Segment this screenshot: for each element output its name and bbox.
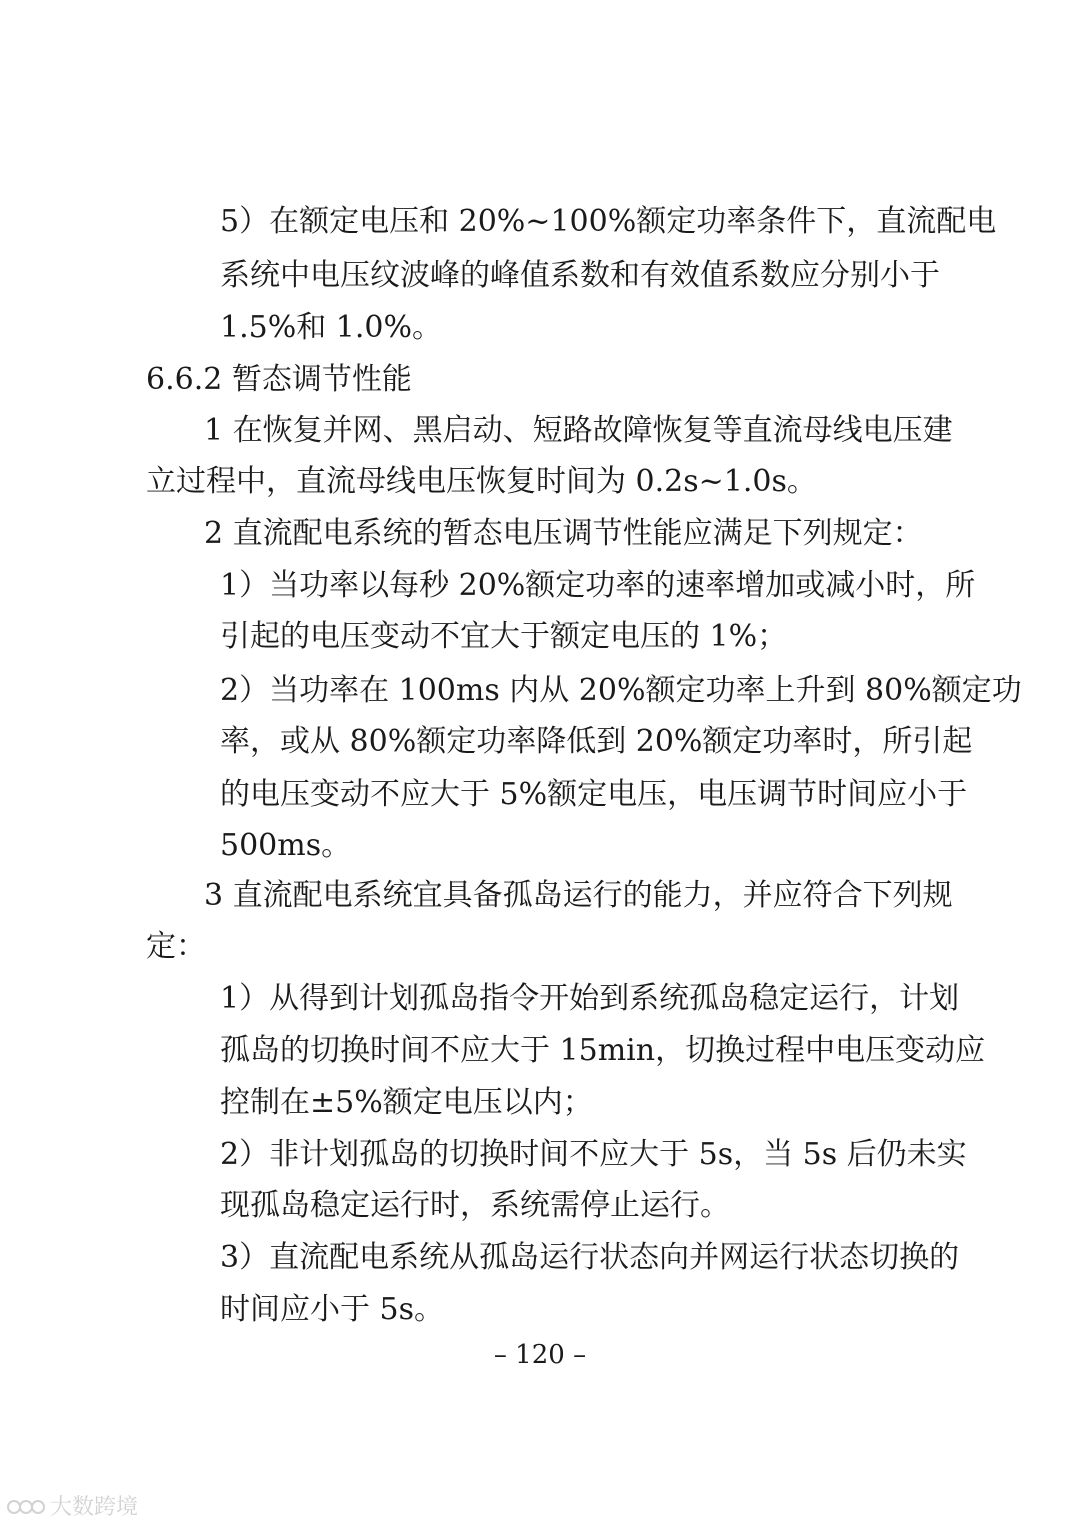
text-line: 5）在额定电压和 20%~100%额定功率条件下，直流配电 [220,204,997,239]
section-heading: 6.6.2 暂态调节性能 [146,362,412,397]
text-line: 孤岛的切换时间不应大于 15min，切换过程中电压变动应 [220,1033,986,1068]
text-line: 立过程中，直流母线电压恢复时间为 0.2s~1.0s。 [146,464,817,499]
text-line: 现孤岛稳定运行时，系统需停止运行。 [220,1188,730,1223]
text-line: 3 直流配电系统宜具备孤岛运行的能力，并应符合下列规 [204,878,953,913]
text-line: 1）当功率以每秒 20%额定功率的速率增加或减小时，所 [220,568,976,603]
text-line: 引起的电压变动不宜大于额定电压的 1%； [220,619,788,654]
text-line: 时间应小于 5s。 [220,1292,445,1327]
text-line: 500ms。 [220,828,352,863]
text-line: 2 直流配电系统的暂态电压调节性能应满足下列规定： [204,516,923,551]
text-line: 系统中电压纹波峰的峰值系数和有效值系数应分别小于 [220,258,940,293]
text-line: 率，或从 80%额定功率降低到 20%额定功率时，所引起 [220,724,973,759]
page-number: – 120 – [493,1340,587,1370]
text-line: 3）直流配电系统从孤岛运行状态向并网运行状态切换的 [220,1240,960,1275]
text-line: 定： [146,929,206,964]
text-line: 2）当功率在 100ms 内从 20%额定功率上升到 80%额定功 [220,673,1022,708]
text-line: 的电压变动不应大于 5%额定电压，电压调节时间应小于 [220,777,968,812]
text-line: 1 在恢复并网、黑启动、短路故障恢复等直流母线电压建 [204,413,953,448]
watermark-logo-icon [6,1493,46,1517]
watermark [6,1490,138,1520]
text-line: 1）从得到计划孤岛指令开始到系统孤岛稳定运行，计划 [220,981,960,1016]
text-line: 1.5%和 1.0%。 [220,310,442,345]
text-line: 2）非计划孤岛的切换时间不应大于 5s，当 5s 后仍未实 [220,1137,967,1172]
watermark-text: 大数跨境 [50,1494,139,1520]
text-line: 控制在±5%额定电压以内； [220,1085,593,1120]
